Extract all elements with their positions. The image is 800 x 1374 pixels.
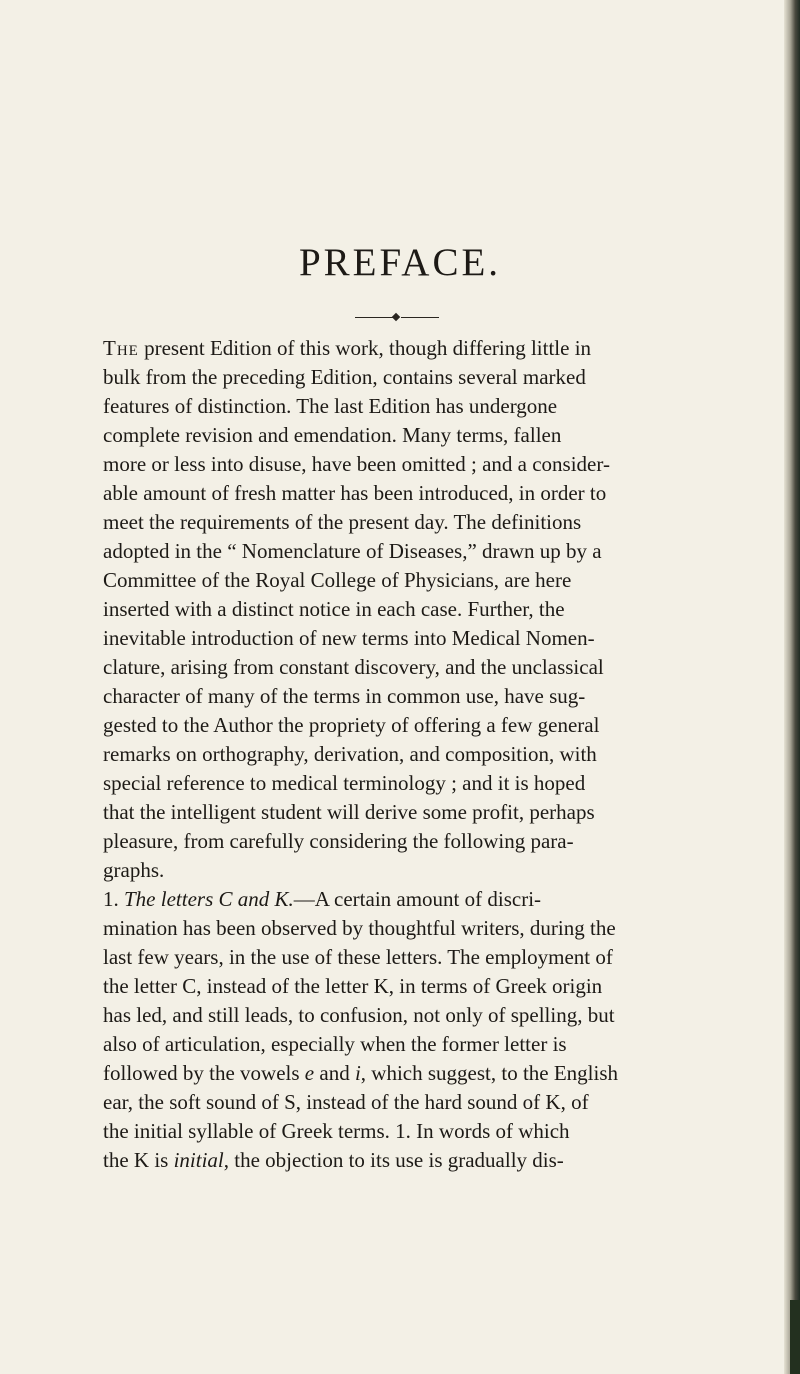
text-line: last few years, in the use of these letters. The employment of: [103, 945, 613, 969]
text-line: pleasure, from carefully considering the following para-: [103, 829, 574, 853]
text-line: features of distinction. The last Edition has undergone: [103, 394, 558, 418]
text-line: more or less into disuse, have been omitted ; and a consider-: [103, 452, 610, 476]
text-line: gested to the Author the propriety of offering a few general: [103, 713, 600, 737]
text-line: Committee of the Royal College of Physicians, are here: [103, 568, 572, 592]
page-edge-mark: [790, 1300, 800, 1374]
text-line: 1. The letters C and K.—A certain amount of discri-: [103, 887, 542, 911]
text-line: the K is initial, the objection to its use is gradually dis-: [103, 1148, 564, 1172]
text-line: complete revision and emendation. Many terms, fallen: [103, 423, 562, 447]
text-line: meet the requirements of the present day. The definitions: [103, 510, 582, 534]
text-line: special reference to medical terminology ; and it is hoped: [103, 771, 586, 795]
section-divider: [355, 314, 439, 322]
text-line: has led, and still leads, to confusion, not only of spelling, but: [103, 1003, 615, 1027]
text-line: graphs.: [103, 858, 165, 882]
page-edge-shadow: [784, 0, 800, 1374]
text-line: inserted with a distinct notice in each case. Further, the: [103, 597, 565, 621]
text-line: bulk from the preceding Edition, contains several marked: [103, 365, 586, 389]
text-line: that the intelligent student will derive some profit, perhaps: [103, 800, 595, 824]
preface-body: [103, 334, 770, 1175]
text-line: The present Edition of this work, though differing little in: [103, 336, 592, 360]
text-line: mination has been observed by thoughtful writers, during the: [103, 916, 616, 940]
section-heading: The letters C and K.: [124, 887, 294, 911]
page-title: PREFACE.: [298, 241, 502, 284]
text-line: also of articulation, especially when the former letter is: [103, 1032, 567, 1056]
text-line: clature, arising from constant discovery, and the unclassical: [103, 655, 604, 679]
text-line: followed by the vowels e and i, which suggest, to the English: [103, 1061, 619, 1085]
text-line: ear, the soft sound of S, instead of the hard sound of K, of: [103, 1090, 589, 1114]
text-line: inevitable introduction of new terms into Medical Nomen-: [103, 626, 595, 650]
initial-word: The: [103, 336, 139, 360]
text-line: able amount of fresh matter has been introduced, in order to: [103, 481, 607, 505]
text-line: the initial syllable of Greek terms. 1. In words of which: [103, 1119, 570, 1143]
divider-line-right: [401, 317, 439, 318]
divider-line-left: [355, 317, 393, 318]
text-line: remarks on orthography, derivation, and composition, with: [103, 742, 597, 766]
text-line: the letter C, instead of the letter K, in terms of Greek origin: [103, 974, 603, 998]
text-line: adopted in the “ Nomenclature of Diseases,” drawn up by a: [103, 539, 602, 563]
diamond-ornament-icon: [392, 313, 400, 321]
text-line: character of many of the terms in common use, have sug-: [103, 684, 586, 708]
